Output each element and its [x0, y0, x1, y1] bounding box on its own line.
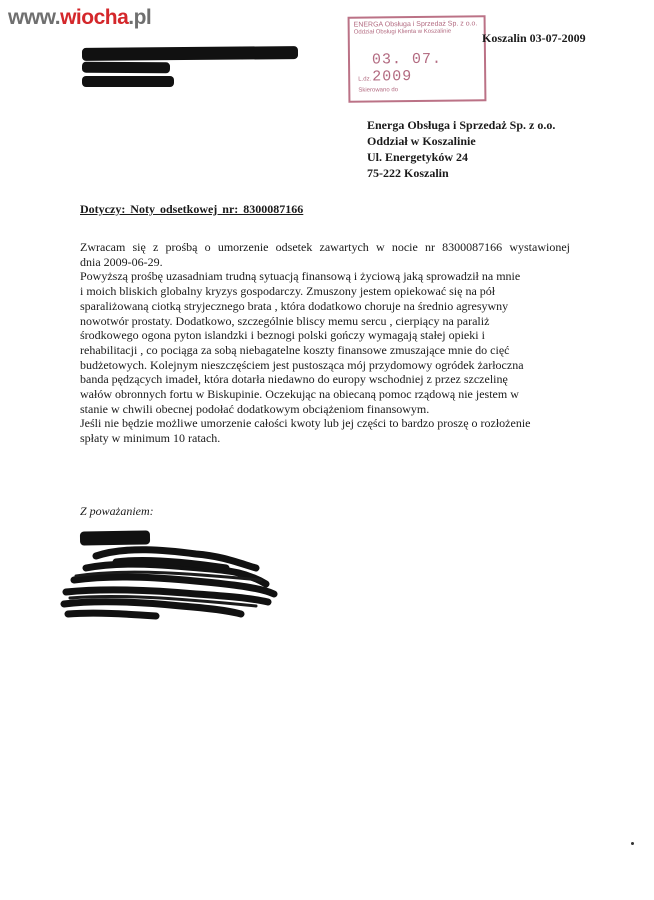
received-stamp	[348, 15, 487, 102]
scribbled-signature	[56, 528, 286, 628]
recipient-line-3: Ul. Energetyków 24	[367, 150, 468, 164]
redacted-sender-line-2	[82, 62, 170, 74]
body-line: Jeśli nie będzie możliwe umorzenie całości kwoty lub jej części to bardzo proszę o rozłożenie	[80, 416, 531, 431]
watermark-dot: .	[54, 6, 61, 29]
stamp-date: 03. 07. 2009	[371, 50, 443, 86]
stamp-forwarded: Skierowano do	[358, 87, 399, 94]
body-line: dnia 2009-06-29.	[80, 254, 163, 269]
recipient-address	[367, 117, 555, 181]
body-line: wałów obronnych fortu w Biskupinie. Oczekując na obiecaną pomoc rządową nie jestem w	[80, 387, 519, 402]
body-line: stanie w chwili obecnej podołać dodatkowym obciążeniom finansowym.	[80, 401, 430, 416]
stamp-ldz: L.dz.	[358, 76, 372, 83]
letter-body	[80, 240, 570, 446]
body-line: Zwracam się z prośbą o umorzenie odsetek zawartych w nocie nr 8300087166 wystawionej	[80, 240, 570, 254]
body-line: budżetowych. Kolejnym nieszczęściem jest pustosząca mój przydomowy ogródek żarłoczna	[80, 357, 524, 372]
scan-speck	[631, 842, 634, 845]
recipient-line-1: Energa Obsługa i Sprzedaż Sp. z o.o.	[367, 118, 556, 132]
stamp-company: ENERGA Obsługa i Sprzedaż Sp. z o.o.	[353, 20, 478, 29]
closing-salutation: Z poważaniem:	[80, 504, 154, 518]
stamp-department: Oddział Obsługi Klienta w Koszalinie	[353, 28, 452, 36]
site-watermark	[8, 6, 151, 30]
watermark-www: www	[8, 6, 55, 29]
body-line: sparaliżowaną ciotką stryjecznego brata , która dodatkowo choruje na średnio agresywny	[80, 298, 509, 313]
redacted-sender-line-3	[82, 76, 174, 87]
recipient-line-4: 75-222 Koszalin	[367, 166, 449, 180]
redacted-sender-line-1	[82, 46, 298, 61]
letter-subject: Dotyczy: Noty odsetkowej nr: 8300087166	[80, 202, 304, 216]
recipient-line-2: Oddział w Koszalinie	[367, 134, 476, 148]
body-line: nowotwór prostaty. Dodatkowo, szczególnie bliscy memu sercu , cierpiący na paraliż	[80, 313, 490, 328]
place-and-date: Koszalin 03-07-2009	[482, 31, 586, 45]
body-line: rehabilitacji , co pociąga za sobą niebagatelne koszty finansowe zmuszające mnie do cięć	[80, 342, 510, 357]
watermark-name: wiocha	[60, 6, 129, 29]
body-line: banda pędzących imadeł, która dotarła niedawno do europy wschodniej z przez szczelinę	[80, 372, 508, 387]
watermark-tld: .pl	[128, 6, 152, 29]
body-line: spłaty w minimum 10 ratach.	[80, 431, 221, 446]
body-line: Powyższą prośbę uzasadniam trudną sytuacją finansową i życiową jaką sprowadził na mnie	[80, 269, 521, 284]
body-line: środkowego ogona pyton islandzki i beznogi polski gończy wymagają stałej opieki i	[80, 328, 485, 343]
body-line: i moich bliskich globalny kryzys gospodarczy. Zmuszony jestem opiekować się na pół	[80, 284, 496, 299]
